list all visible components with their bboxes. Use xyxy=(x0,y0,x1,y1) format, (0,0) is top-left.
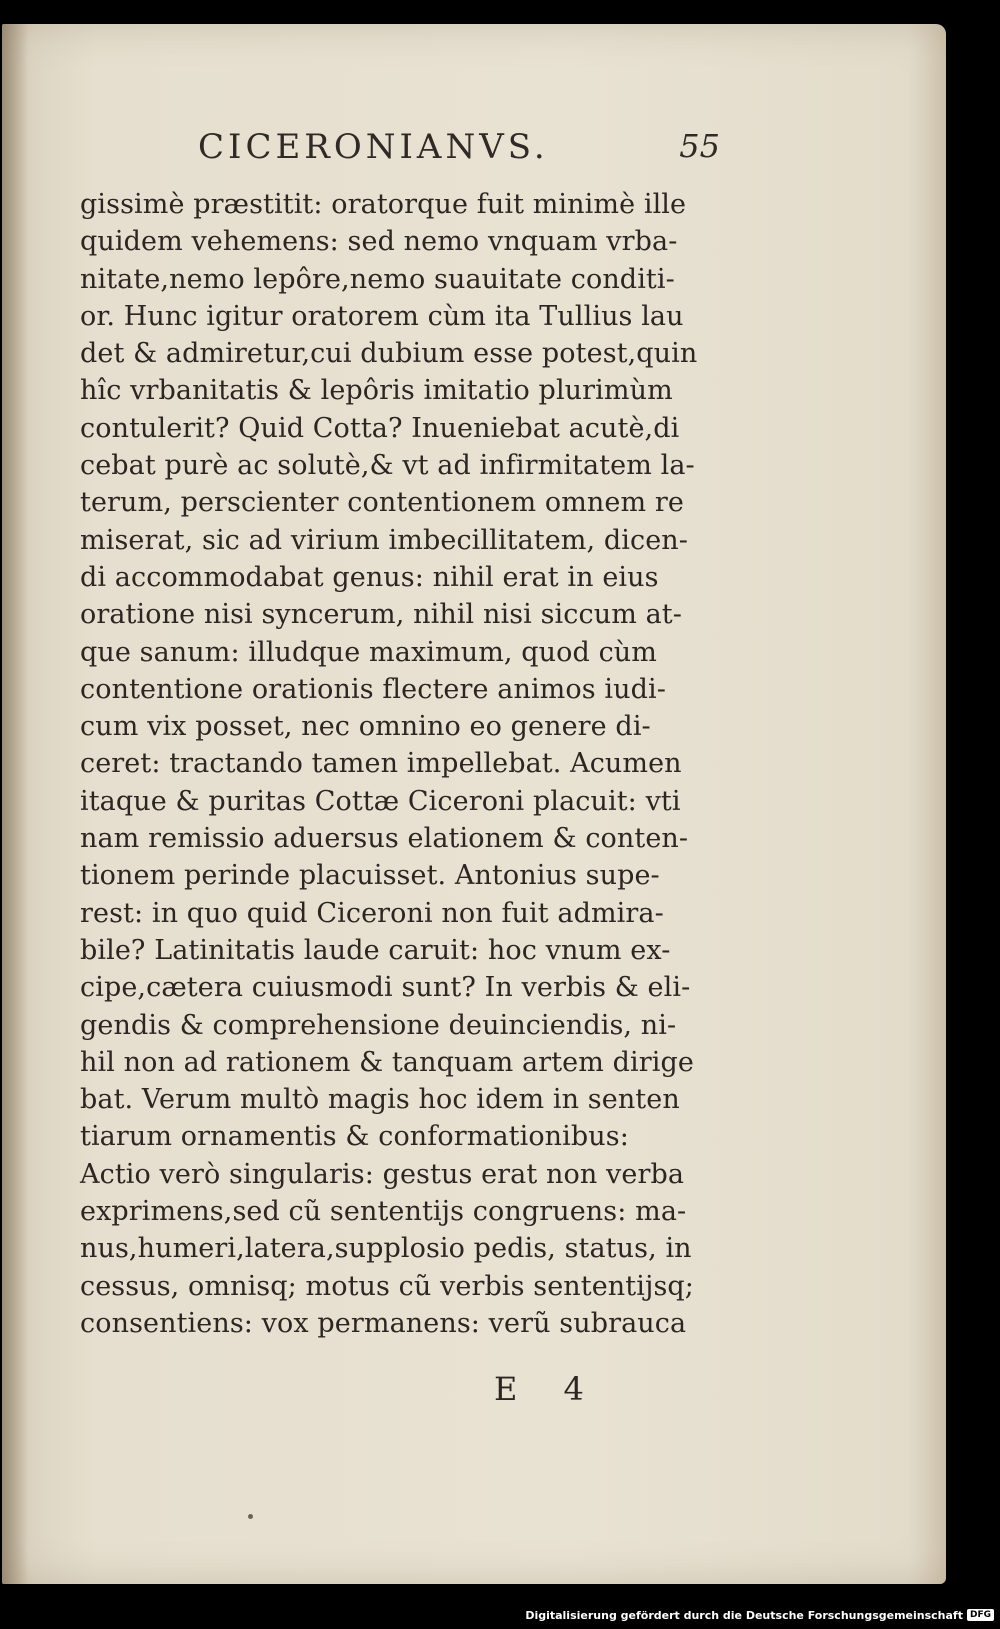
text-line: que sanum: illudque maximum, quod cùm xyxy=(80,636,657,668)
text-line: ceret: tractando tamen impellebat. Acumen xyxy=(80,748,682,780)
text-line: terum, perscienter contentionem omnem re xyxy=(80,487,684,519)
text-line: bile? Latinitatis laude caruit: hoc vnum ex- xyxy=(80,934,671,966)
text-line: di accommodabat genus: nihil erat in eius xyxy=(80,561,659,593)
text-line: tiarum ornamentis & conformationibus: xyxy=(80,1121,629,1153)
page-number: 55 xyxy=(679,127,720,165)
text-line: rest: in quo quid Ciceroni non fuit admira- xyxy=(80,897,664,929)
text-line: hil non ad rationem & tanquam artem dirige xyxy=(80,1046,694,1078)
text-line: exprimens,sed cũ sententijs congruens: ma- xyxy=(80,1196,687,1228)
text-line: tionem perinde placuisset. Antonius supe- xyxy=(80,860,660,892)
running-head xyxy=(80,127,720,177)
text-line: cipe,cætera cuiusmodi sunt? In verbis & eli- xyxy=(80,972,691,1004)
text-line: nitate,nemo lepôre,nemo suauitate conditi- xyxy=(80,263,675,295)
text-block xyxy=(80,186,720,1342)
text-line: itaque & puritas Cottæ Ciceroni placuit: vti xyxy=(80,785,681,817)
running-head-title: CICERONIANVS. xyxy=(198,127,549,167)
text-line: cessus, omnisq; motus cũ verbis sententijsq; xyxy=(80,1270,694,1302)
text-line: Actio verò singularis: gestus erat non verba xyxy=(80,1158,685,1190)
text-line: hîc vrbanitatis & lepôris imitatio plurimùm xyxy=(80,375,673,407)
book-page xyxy=(2,24,946,1584)
paper-speck xyxy=(248,1514,253,1519)
footer-text: Digitalisierung gefördert durch die Deutsche Forschungsgemeinschaft xyxy=(525,1608,963,1622)
text-line: nam remissio aduersus elationem & conten- xyxy=(80,823,689,855)
text-line: quidem vehemens: sed nemo vnquam vrba- xyxy=(80,226,678,258)
text-line: gissimè præstitit: oratorque fuit minimè ille xyxy=(80,189,687,220)
text-line: cum vix posset, nec omnino eo genere di- xyxy=(80,711,651,743)
text-line: contulerit? Quid Cotta? Inueniebat acutè,di xyxy=(80,412,680,444)
text-line: bat. Verum multò magis hoc idem in senten xyxy=(80,1084,680,1116)
text-line: consentiens: vox permanens: verũ subrauca xyxy=(80,1307,687,1339)
text-line: oratione nisi syncerum, nihil nisi siccum at- xyxy=(80,599,682,631)
text-line: nus,humeri,latera,supplosio pedis, status, in xyxy=(80,1233,692,1265)
signature-mark: E 4 xyxy=(494,1370,602,1408)
text-line: cebat purè ac solutè,& vt ad infirmitatem la- xyxy=(80,450,695,482)
gutter-shadow xyxy=(2,24,28,1584)
text-line: gendis & comprehensione deuinciendis, ni- xyxy=(80,1009,677,1041)
text-line: contentione orationis flectere animos iudi- xyxy=(80,673,666,705)
text-line: or. Hunc igitur oratorem cùm ita Tullius lau xyxy=(80,300,684,332)
text-line: miserat, sic ad virium imbecillitatem, dicen- xyxy=(80,524,688,556)
digitization-footer xyxy=(525,1607,994,1623)
text-line: det & admiretur,cui dubium esse potest,quin xyxy=(80,338,698,370)
dfg-logo-icon: DFG xyxy=(967,1609,994,1621)
